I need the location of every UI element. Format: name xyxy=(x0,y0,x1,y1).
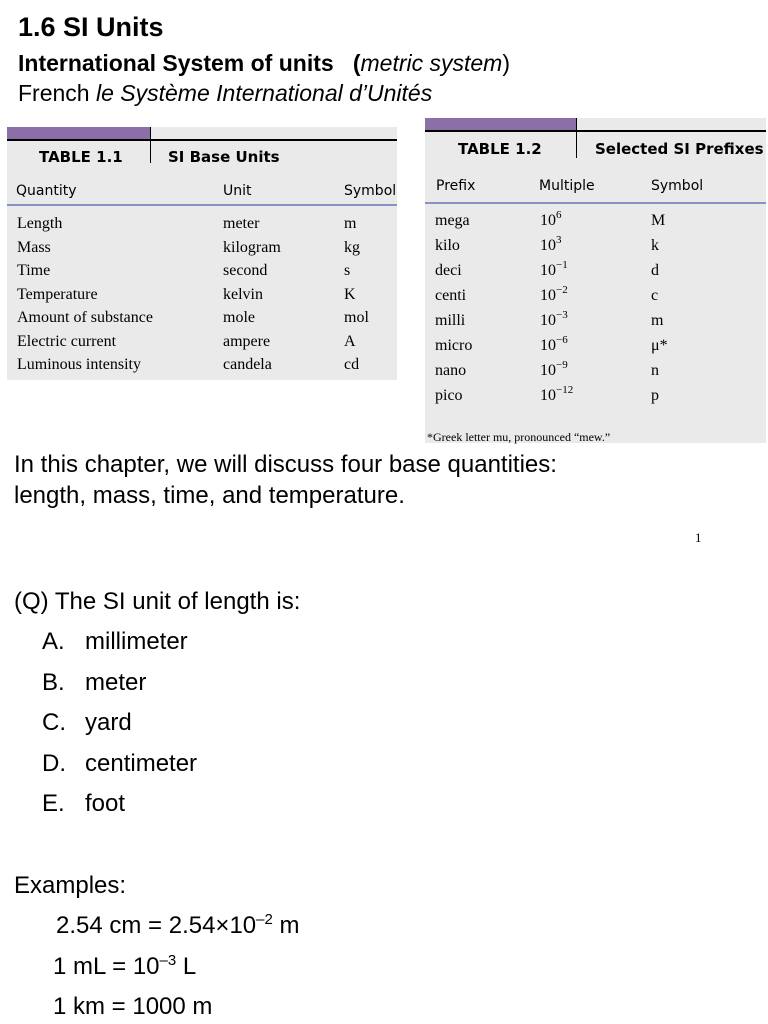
option-letter: C. xyxy=(42,709,66,736)
table-cell: Time xyxy=(17,262,51,279)
intro-line: length, mass, time, and temperature. xyxy=(14,482,405,509)
table-tab-marker xyxy=(7,127,150,139)
multiple-base: 10 xyxy=(540,287,556,304)
multiple-exponent: −9 xyxy=(556,359,568,371)
table-cell: Electric current xyxy=(17,332,117,350)
french-italic: le Système International d’Unités xyxy=(95,80,433,106)
table-label: TABLE 1.1 xyxy=(39,148,123,166)
table-cell xyxy=(540,359,568,380)
example-rhs: L xyxy=(176,953,197,980)
option-text: centimeter xyxy=(85,749,198,777)
table-cell xyxy=(540,259,568,280)
table-cell: mol xyxy=(344,309,369,326)
table-cell: A xyxy=(344,332,356,350)
column-header: Symbol xyxy=(651,178,704,194)
multiple-exponent: −12 xyxy=(556,384,574,396)
subtitle xyxy=(18,50,510,77)
option-letter: B. xyxy=(42,668,65,696)
table-cell: mega xyxy=(435,212,470,229)
page-number: 1 xyxy=(695,530,702,545)
table-cell: k xyxy=(651,237,659,254)
table-cell: deci xyxy=(435,262,462,279)
table-cell: c xyxy=(651,287,659,304)
option-letter: E. xyxy=(42,790,65,817)
multiple-exponent: −1 xyxy=(556,259,568,271)
table-cell: n xyxy=(651,362,659,379)
table-cell: kilogram xyxy=(223,238,281,256)
multiple-base: 10 xyxy=(540,337,556,354)
table-cell xyxy=(540,234,562,255)
table-cell: Amount of substance xyxy=(17,309,153,326)
french-prefix: French xyxy=(18,80,96,106)
table-cell: kg xyxy=(344,238,360,256)
table-si-base-units xyxy=(7,127,397,380)
page-title: 1.6 SI Units xyxy=(18,12,164,42)
table-cell: kilo xyxy=(435,237,460,254)
option-text: meter xyxy=(85,668,147,696)
table-cell: s xyxy=(344,262,351,279)
multiple-base: 10 xyxy=(540,262,556,279)
table-tab-marker xyxy=(425,118,576,130)
table-cell: m xyxy=(651,312,664,329)
option-text: millimeter xyxy=(85,628,188,655)
subtitle-open-paren: ( xyxy=(352,50,361,76)
example-item: 1 km = 1000 m xyxy=(53,993,213,1020)
table-title: Selected SI Prefixes xyxy=(595,140,764,158)
option-text: yard xyxy=(85,709,132,736)
table-cell: K xyxy=(344,285,356,303)
table-tab-divider xyxy=(150,127,151,163)
example-lhs: 1 mL = 10 xyxy=(53,953,160,980)
header-rule xyxy=(425,202,766,204)
table-cell: μ* xyxy=(651,337,668,354)
example-rhs: m xyxy=(272,912,300,939)
column-header: Quantity xyxy=(16,183,77,199)
table-cell: d xyxy=(651,262,659,279)
table-tab-divider xyxy=(576,118,577,158)
table-cell: Mass xyxy=(17,238,51,256)
table-cell: M xyxy=(651,212,666,229)
table-cell: m xyxy=(344,215,357,232)
table-cell: p xyxy=(651,387,659,404)
option-text: foot xyxy=(85,790,126,817)
table-cell: mole xyxy=(223,309,255,326)
table-cell: micro xyxy=(435,337,473,354)
table-cell: centi xyxy=(435,287,467,304)
multiple-exponent: 3 xyxy=(556,234,562,246)
option-letter: D. xyxy=(42,749,66,777)
french-name xyxy=(18,80,432,107)
header-rule xyxy=(7,204,397,206)
column-header: Multiple xyxy=(539,178,595,194)
table-cell: ampere xyxy=(223,332,271,350)
table-si-prefixes xyxy=(425,118,766,443)
example-exponent: –2 xyxy=(256,911,273,928)
table-cell: meter xyxy=(223,215,260,232)
example-lhs: 2.54 cm = 2.54×10 xyxy=(56,912,257,939)
column-header: Prefix xyxy=(436,178,476,194)
table-cell: kelvin xyxy=(223,285,263,303)
multiple-exponent: −6 xyxy=(556,334,568,346)
multiple-exponent: −3 xyxy=(556,309,568,321)
multiple-base: 10 xyxy=(540,387,556,404)
table-cell: cd xyxy=(344,356,360,373)
table-title: SI Base Units xyxy=(168,148,280,166)
table-top-rule xyxy=(425,130,766,132)
column-header: Unit xyxy=(223,183,252,199)
subtitle-bold: International System of units xyxy=(18,50,334,76)
examples-label: Examples: xyxy=(14,872,127,899)
table-cell xyxy=(540,384,574,405)
table-cell: second xyxy=(223,262,268,279)
multiple-base: 10 xyxy=(540,237,556,254)
example-exponent: –3 xyxy=(159,952,177,969)
table-cell: nano xyxy=(435,362,467,379)
option-letter: A. xyxy=(42,628,65,655)
multiple-base: 10 xyxy=(540,362,556,379)
table-cell: pico xyxy=(435,387,463,404)
table-cell xyxy=(540,309,568,330)
table-cell: Temperature xyxy=(17,285,98,303)
table-cell: Luminous intensity xyxy=(17,356,141,373)
intro-paragraph xyxy=(14,449,557,511)
table-footnote: *Greek letter mu, pronounced “mew.” xyxy=(427,430,611,444)
table-cell: candela xyxy=(223,356,272,373)
table-label: TABLE 1.2 xyxy=(458,140,542,158)
table-cell: Length xyxy=(17,215,63,232)
example-item xyxy=(56,912,300,940)
table-cell xyxy=(540,334,568,355)
table-top-rule xyxy=(7,139,397,141)
question-text: (Q) The SI unit of length is: xyxy=(14,588,301,615)
multiple-exponent: −2 xyxy=(556,284,568,296)
table-cell: milli xyxy=(435,312,466,329)
column-header: Symbol xyxy=(344,183,397,199)
multiple-base: 10 xyxy=(540,212,556,229)
subtitle-italic: metric system xyxy=(360,50,503,76)
table-cell xyxy=(540,209,562,230)
example-item xyxy=(53,953,196,981)
table-cell xyxy=(540,284,568,305)
intro-line: In this chapter, we will discuss four base quantities: xyxy=(14,451,557,478)
subtitle-close-paren: ) xyxy=(502,50,511,76)
multiple-exponent: 6 xyxy=(556,209,562,221)
multiple-base: 10 xyxy=(540,312,556,329)
